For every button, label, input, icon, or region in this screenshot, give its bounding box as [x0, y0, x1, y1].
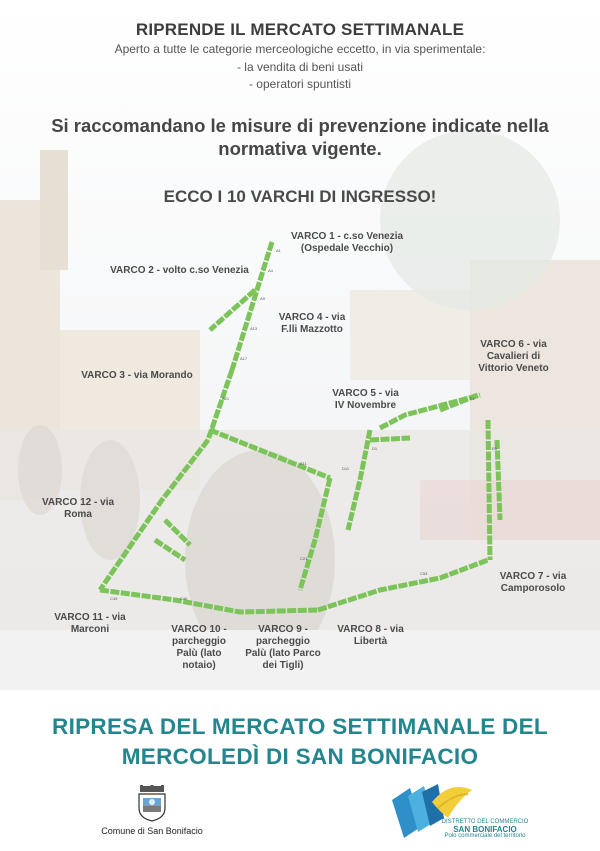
- bell-tower: [40, 150, 68, 270]
- prevention-note: Si raccomandano le misure di prevenzione indicate nella normativa vigente.: [51, 115, 549, 159]
- gate-label-3: VARCO 3 - via Morando: [81, 370, 193, 381]
- gate-label-8: VARCO 8 - via Libertà: [337, 624, 404, 647]
- svg-text:E5: E5: [492, 446, 497, 451]
- svg-text:E1: E1: [470, 396, 475, 401]
- svg-text:B11: B11: [300, 461, 307, 466]
- svg-text:D1: D1: [372, 446, 378, 451]
- bottom-title: RIPRESA DEL MERCATO SETTIMANALE DEL MERCOLEDÌ DI SAN BONIFACIO: [52, 714, 548, 769]
- gate-label-10: VARCO 10 - parcheggio Palù (lato notaio): [171, 624, 227, 671]
- svg-text:C21: C21: [300, 556, 308, 561]
- svg-text:A4: A4: [268, 268, 273, 273]
- svg-text:D11: D11: [342, 466, 350, 471]
- svg-text:A21: A21: [222, 396, 230, 401]
- main-title: RIPRENDE IL MERCATO SETTIMANALE: [135, 20, 465, 39]
- svg-text:A17: A17: [240, 356, 248, 361]
- gate-label-1: VARCO 1 - c.so Venezia (Ospedale Vecchio): [290, 231, 404, 254]
- svg-text:A1: A1: [276, 248, 281, 253]
- gate-label-5: VARCO 5 - via IV Novembre: [332, 388, 399, 411]
- opening-note: Aperto a tutte le categorie merceologiche eccetto, in via sperimentale:: [114, 42, 486, 56]
- gate-label-11: VARCO 11 - via Marconi: [54, 612, 126, 635]
- svg-text:A9: A9: [260, 296, 265, 301]
- gate-label-2: VARCO 2 - volto c.so Venezia: [110, 265, 249, 276]
- municipality-crest-icon: [134, 784, 170, 822]
- svg-text:A13: A13: [250, 326, 258, 331]
- gate-label-4: VARCO 4 - via F.lli Mazzotto: [278, 312, 346, 335]
- gate-label-12: VARCO 12 - via Roma: [41, 497, 115, 520]
- exclusion-item: - la vendita di beni usati: [236, 60, 364, 74]
- market-awning: [420, 480, 600, 540]
- exclusion-item: - operatori spuntisti: [248, 77, 352, 91]
- district-caption: DISTRETTO DEL COMMERCIO SAN BONIFACIO Polo commerciale del territorio: [441, 819, 529, 839]
- gate-label-6: VARCO 6 - via Cavalieri di Vittorio Veneto: [478, 339, 549, 374]
- svg-text:C40: C40: [180, 596, 188, 601]
- gate-label-9: VARCO 9 - parcheggio Palù (lato Parco dei Tigli): [245, 624, 321, 671]
- municipality-name: Comune di San Bonifacio: [101, 826, 203, 836]
- gates-heading: ECCO I 10 VARCHI DI INGRESSO!: [163, 187, 437, 206]
- svg-text:C49: C49: [110, 596, 118, 601]
- svg-text:C53: C53: [420, 571, 428, 576]
- gate-label-7: VARCO 7 - via Camporosolo: [499, 571, 567, 594]
